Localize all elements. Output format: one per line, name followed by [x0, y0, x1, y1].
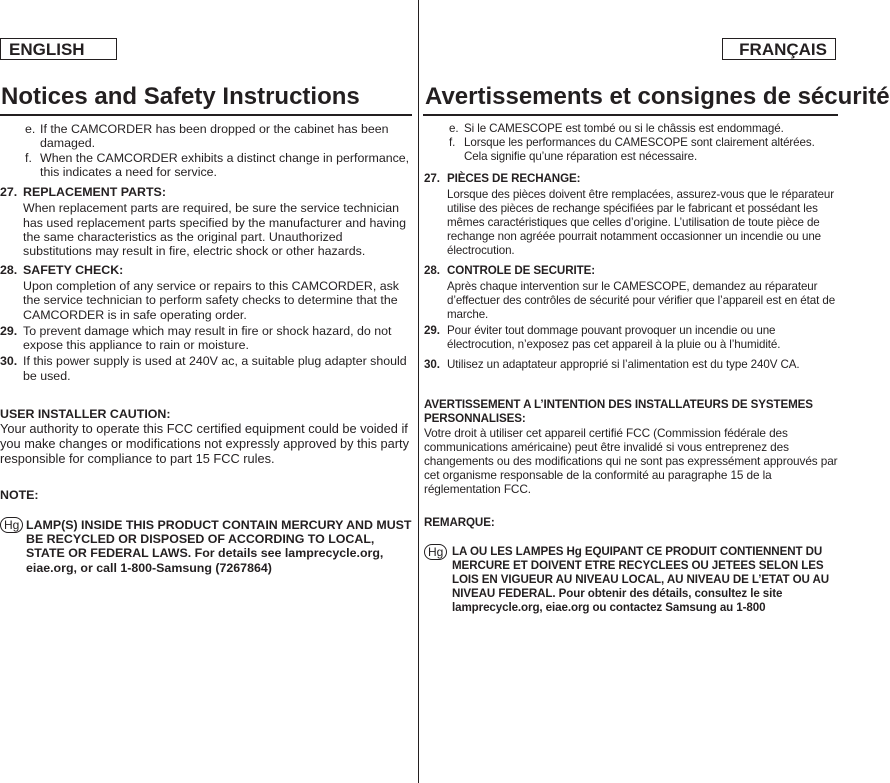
caution-body: Your authority to operate this FCC certified equipment could be voided if you make changes or modifications not expressly approved by this party responsible for compliance to part 15 FCC rules.	[0, 421, 410, 467]
note-heading: NOTE:	[0, 488, 39, 503]
english-column	[0, 122, 414, 575]
item-30	[424, 358, 838, 372]
item-number: 27.	[424, 172, 440, 185]
item-29	[424, 324, 838, 352]
item-number: 29.	[424, 324, 440, 337]
mercury-notice-text: LAMP(S) INSIDE THIS PRODUCT CONTAIN MERCURY AND MUST BE RECYCLED OR DISPOSED OF ACCORDING TO LOCAL, STATE OR FEDERAL LAWS. For details see lamprecycle.org, eiae.org, or call 1-800-Samsung (7267864)	[26, 517, 412, 575]
item-27-heading	[424, 172, 838, 186]
item-27-body: Lorsque des pièces doivent être remplacées, assurez-vous que le réparateur utilise des pièces de rechange spécifiées par le fabricant et possédant les mêmes caractéristiques que celles d’origine. L’utilisation de toute pièce de rechange non agréée pourrait notamment occasionner un incendie ou une électrocution.	[447, 188, 835, 257]
sub-item-text: When the CAMCORDER exhibits a distinct change in performance, this indicates a need for service.	[40, 150, 410, 179]
item-heading-text: PIÈCES DE RECHANGE:	[447, 172, 581, 185]
mercury-hg-icon: Hg	[424, 544, 447, 560]
mercury-notice	[0, 518, 414, 575]
language-label-english: ENGLISH	[0, 38, 117, 60]
item-text: Pour éviter tout dommage pouvant provoquer un incendie ou une électrocution, n’exposez pas cet appareil à la pluie ou à l’humidité.	[447, 324, 781, 351]
item-text: If this power supply is used at 240V ac, a suitable plug adapter should be used.	[23, 354, 407, 383]
sub-item-text: If the CAMCORDER has been dropped or the cabinet has been damaged.	[40, 122, 389, 151]
item-27-body: When replacement parts are required, be sure the service technician has used replacement parts specified by the manufacturer and having the same characteristics as the original part. Unauthorized substitutions may result in fire, electric shock or other hazards.	[23, 201, 406, 259]
item-number: 28.	[0, 262, 18, 277]
sub-item-text: Lorsque les performances du CAMESCOPE sont clairement altérées. Cela signifie qu’une réparation est nécessaire.	[464, 136, 815, 163]
note-heading: REMARQUE:	[424, 516, 495, 529]
item-number: 30.	[424, 358, 440, 371]
item-27-heading	[0, 185, 414, 199]
page-title-french: Avertissements et consignes de sécurité	[425, 83, 890, 110]
sub-item-text: Si le CAMESCOPE est tombé ou si le châssis est endommagé.	[464, 122, 784, 135]
caution-heading: USER INSTALLER CAUTION:	[0, 407, 171, 422]
item-heading-text: CONTROLE DE SECURITE:	[447, 264, 595, 277]
language-label-french: FRANÇAIS	[722, 38, 836, 60]
item-text: Utilisez un adaptateur approprié si l’alimentation est du type 240V CA.	[447, 358, 800, 371]
item-heading-text: SAFETY CHECK:	[23, 262, 124, 277]
caution-heading: AVERTISSEMENT A L’INTENTION DES INSTALLATEURS DE SYSTEMES PERSONNALISES:	[424, 398, 813, 425]
sub-item-f	[0, 151, 414, 180]
item-number: 29.	[0, 323, 18, 338]
item-heading-text: REPLACEMENT PARTS:	[23, 185, 166, 200]
page-title-english: Notices and Safety Instructions	[1, 83, 360, 110]
sub-item-marker: e.	[25, 122, 36, 136]
caution-body: Votre droit à utiliser cet appareil certifié FCC (Commission fédérale des communications américaine) peut être invalidé si vous entreprenez des changements ou des modifications qui ne sont pas expressément approuvés par cet organisme responsable de la conformité au paragraphe 15 de la réglementation FCC.	[424, 426, 838, 496]
title-rule-english	[0, 114, 412, 116]
item-28-heading	[424, 264, 838, 278]
french-column	[424, 122, 838, 615]
item-number: 28.	[424, 264, 440, 277]
item-28-body: Après chaque intervention sur le CAMESCOPE, demandez au réparateur d’effectuer des contrôles de sécurité pour vérifier que l’appareil est en état de marche.	[447, 280, 836, 321]
title-rule-french	[423, 114, 838, 116]
item-30	[0, 354, 414, 383]
item-29	[0, 324, 414, 353]
mercury-hg-icon: Hg	[0, 517, 23, 533]
sub-item-e	[424, 122, 838, 136]
item-number: 30.	[0, 354, 18, 369]
sub-item-f	[424, 136, 838, 164]
sub-item-marker: f.	[25, 150, 32, 165]
item-28-body: Upon completion of any service or repairs to this CAMCORDER, ask the service technician to perform safety checks to determine that the CAMCORDER is in safe operating order.	[23, 278, 399, 322]
column-divider	[418, 0, 419, 783]
sub-item-e	[0, 122, 414, 151]
mercury-notice	[424, 545, 838, 615]
item-number: 27.	[0, 185, 18, 200]
sub-item-marker: f.	[449, 136, 456, 149]
sub-item-marker: e.	[449, 122, 459, 135]
item-28-heading	[0, 263, 414, 277]
mercury-notice-text: LA OU LES LAMPES Hg EQUIPANT CE PRODUIT CONTIENNENT DU MERCURE ET DOIVENT ETRE RECYCLEES OU JETEES SELON LES LOIS EN VIGUEUR AU NIVEAU LOCAL, AU NIVEAU DE L’ETAT OU AU NIVEAU FEDERAL. Pour obtenir des détails, consultez le site lamprecycle.org, eiae.org ou contactez Samsung au 1-800	[452, 545, 830, 614]
item-text: To prevent damage which may result in fire or shock hazard, do not expose this appliance to rain or moisture.	[23, 323, 392, 353]
